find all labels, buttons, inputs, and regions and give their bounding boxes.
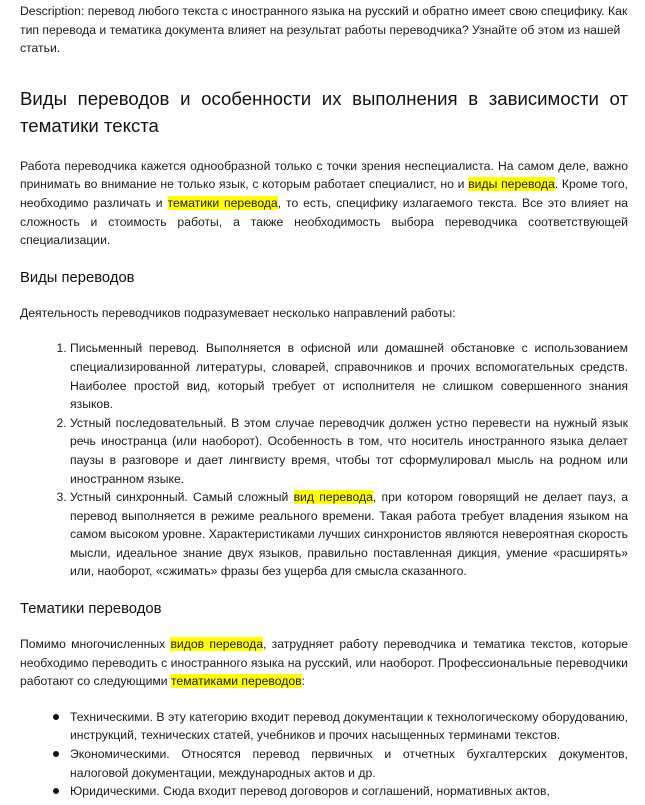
list-item: Экономическими. Относятся перевод первичных и отчетных бухгалтерских документов, налоговой документации, международных актов и др. bbox=[70, 745, 628, 782]
description-paragraph: Description: перевод любого текста с иностранного языка на русский и обратно имеет свою специфику. Как тип перевода и тематика документа влияет на результат работы переводчика? Узнайте об этом из нашей статьи. bbox=[20, 4, 628, 56]
highlight-link[interactable]: тематиками переводов bbox=[170, 674, 302, 689]
list-item: 3. Устный синхронный. Самый сложный вид перевода, при котором говорящий не делает пауз, а перевод выполняется в режиме реального времени. Такая работа требует владения языком на самом высоком уровне. Характеристиками лучших синхронистов являются невероятная скорость мысли, идеальное знание двух языков, правильно поставленная дикция, умение «расширять» или, наоборот, «сжимать» фразы без ущерба для смысла сказанного. bbox=[70, 488, 628, 581]
article-title: Виды переводов и особенности их выполнения в зависимости от тематики текста bbox=[20, 87, 628, 136]
list-item: Техническими. В эту категорию входит перевод документации к технологическому оборудованию, инструкций, технических статей, учебников и прочих насыщенных терминами текстов. bbox=[70, 708, 628, 745]
bullet-icon bbox=[53, 788, 59, 794]
highlight-link[interactable]: вид перевода bbox=[293, 490, 373, 505]
list-item: Юридическими. Сюда входит перевод договоров и соглашений, нормативных актов, bbox=[70, 782, 628, 801]
intro-paragraph: Работа переводчика кажется однообразной только с точки зрения неспециалиста. На самом деле, важно принимать во внимание не только язык, с которым работает специалист, но и виды перевода. Кроме того, необходимо различать и тематики перевода, то есть, специфику излагаемого текста. Все это влияет на сложность и стоимость работы, а также необходимость выбора переводчика соответствующей специализации. bbox=[20, 158, 629, 248]
bullet-icon bbox=[53, 751, 59, 757]
bullet-icon bbox=[53, 714, 59, 720]
section-heading-types: Виды переводов bbox=[20, 269, 135, 286]
topics-list bbox=[20, 708, 628, 801]
highlight-link[interactable]: видов перевода bbox=[170, 637, 264, 652]
types-list bbox=[20, 339, 628, 581]
highlight-link[interactable]: тематики перевода bbox=[167, 195, 278, 210]
list-item: 1. Письменный перевод. Выполняется в офисной или домашней обстановке с использованием специализированной литературы, словарей, справочников и прочих вспомогательных средств. Наиболее простой вид, который требует от исполнителя не слишком совершенного знания языков. bbox=[70, 339, 628, 413]
list-item: 2. Устный последовательный. В этом случае переводчик должен устно перевести на нужный язык речь иностранца (или наоборот). Особенность в том, что носитель иностранного языка делает паузы в разговоре и дает лингвисту время, чтобы тот сформулировал мысль на родном или иностранном языке. bbox=[70, 414, 628, 488]
section-lead-paragraph: Деятельность переводчиков подразумевает несколько направлений работы: bbox=[20, 305, 456, 320]
highlight-link[interactable]: виды перевода bbox=[468, 177, 555, 192]
topics-lead-paragraph: Помимо многочисленных видов перевода, затрудняет работу переводчика и тематика текстов, которые необходимо переводить с иностранного языка на русский, или наоборот. Профессиональные переводчики работают со следующими тематиками переводов: bbox=[20, 637, 628, 689]
section-heading-topics: Тематики переводов bbox=[20, 601, 162, 618]
